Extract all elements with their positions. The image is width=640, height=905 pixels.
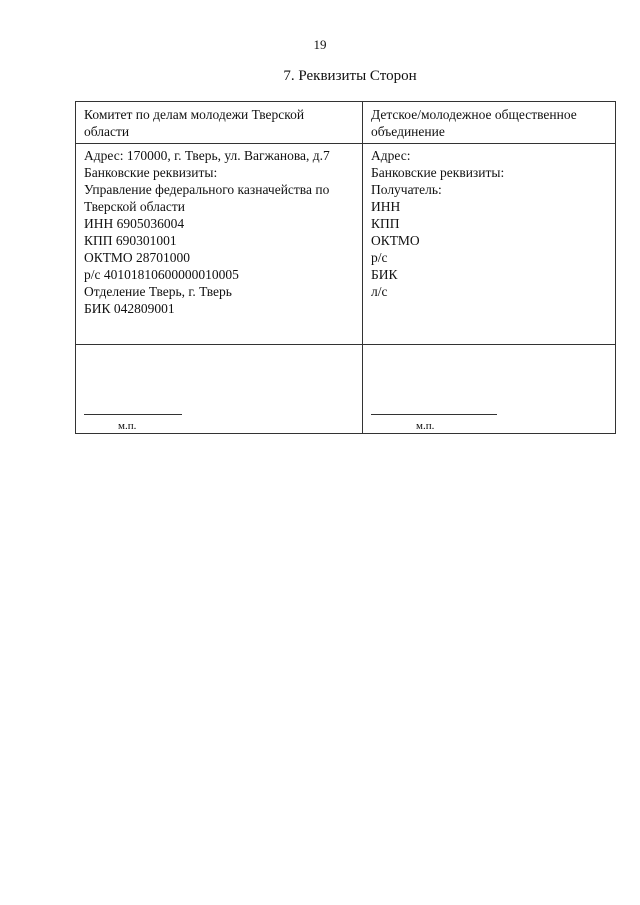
right-recipient: Получатель:: [371, 182, 442, 197]
left-header-line: области: [84, 124, 130, 139]
right-personal-account: л/с: [371, 284, 388, 299]
header-divider: [76, 143, 615, 144]
left-oktmo: ОКТМО 28701000: [84, 250, 190, 265]
right-bik: БИК: [371, 267, 398, 282]
left-inn: ИНН 6905036004: [84, 216, 185, 231]
left-header-cell: [84, 106, 359, 140]
right-header-cell: [371, 106, 611, 140]
signature-row-divider: [76, 344, 615, 345]
right-inn: ИНН: [371, 199, 401, 214]
right-kpp: КПП: [371, 216, 400, 231]
requisites-table: [75, 101, 616, 434]
left-bank-label: Банковские реквизиты:: [84, 165, 218, 180]
page-number: 19: [313, 37, 327, 52]
right-address: Адрес:: [371, 148, 411, 163]
left-account: р/с 40101810600000010005: [84, 267, 239, 282]
section-title: 7. Реквизиты Сторон: [283, 68, 417, 84]
right-header-line: объединение: [371, 124, 445, 139]
left-header-line: Комитет по делам молодежи Тверской: [84, 107, 305, 122]
left-requisites-cell: [84, 147, 359, 317]
right-requisites-cell: [371, 147, 611, 300]
right-header-line: Детское/молодежное общественное: [371, 107, 577, 122]
right-stamp-label: м.п.: [416, 420, 435, 432]
left-treasury: Управление федерального казначейства по: [84, 182, 330, 197]
right-bank-label: Банковские реквизиты:: [371, 165, 505, 180]
column-divider: [362, 102, 363, 433]
right-oktmo: ОКТМО: [371, 233, 420, 248]
left-address: Адрес: 170000, г. Тверь, ул. Вагжанова, д.7: [84, 148, 330, 163]
right-account: р/с: [371, 250, 388, 265]
left-treasury-region: Тверской области: [84, 199, 185, 214]
right-signature-line: [371, 414, 497, 415]
left-signature-line: [84, 414, 182, 415]
left-stamp-label: м.п.: [118, 420, 137, 432]
left-bank-branch: Отделение Тверь, г. Тверь: [84, 284, 232, 299]
left-kpp: КПП 690301001: [84, 233, 177, 248]
left-bik: БИК 042809001: [84, 301, 175, 316]
